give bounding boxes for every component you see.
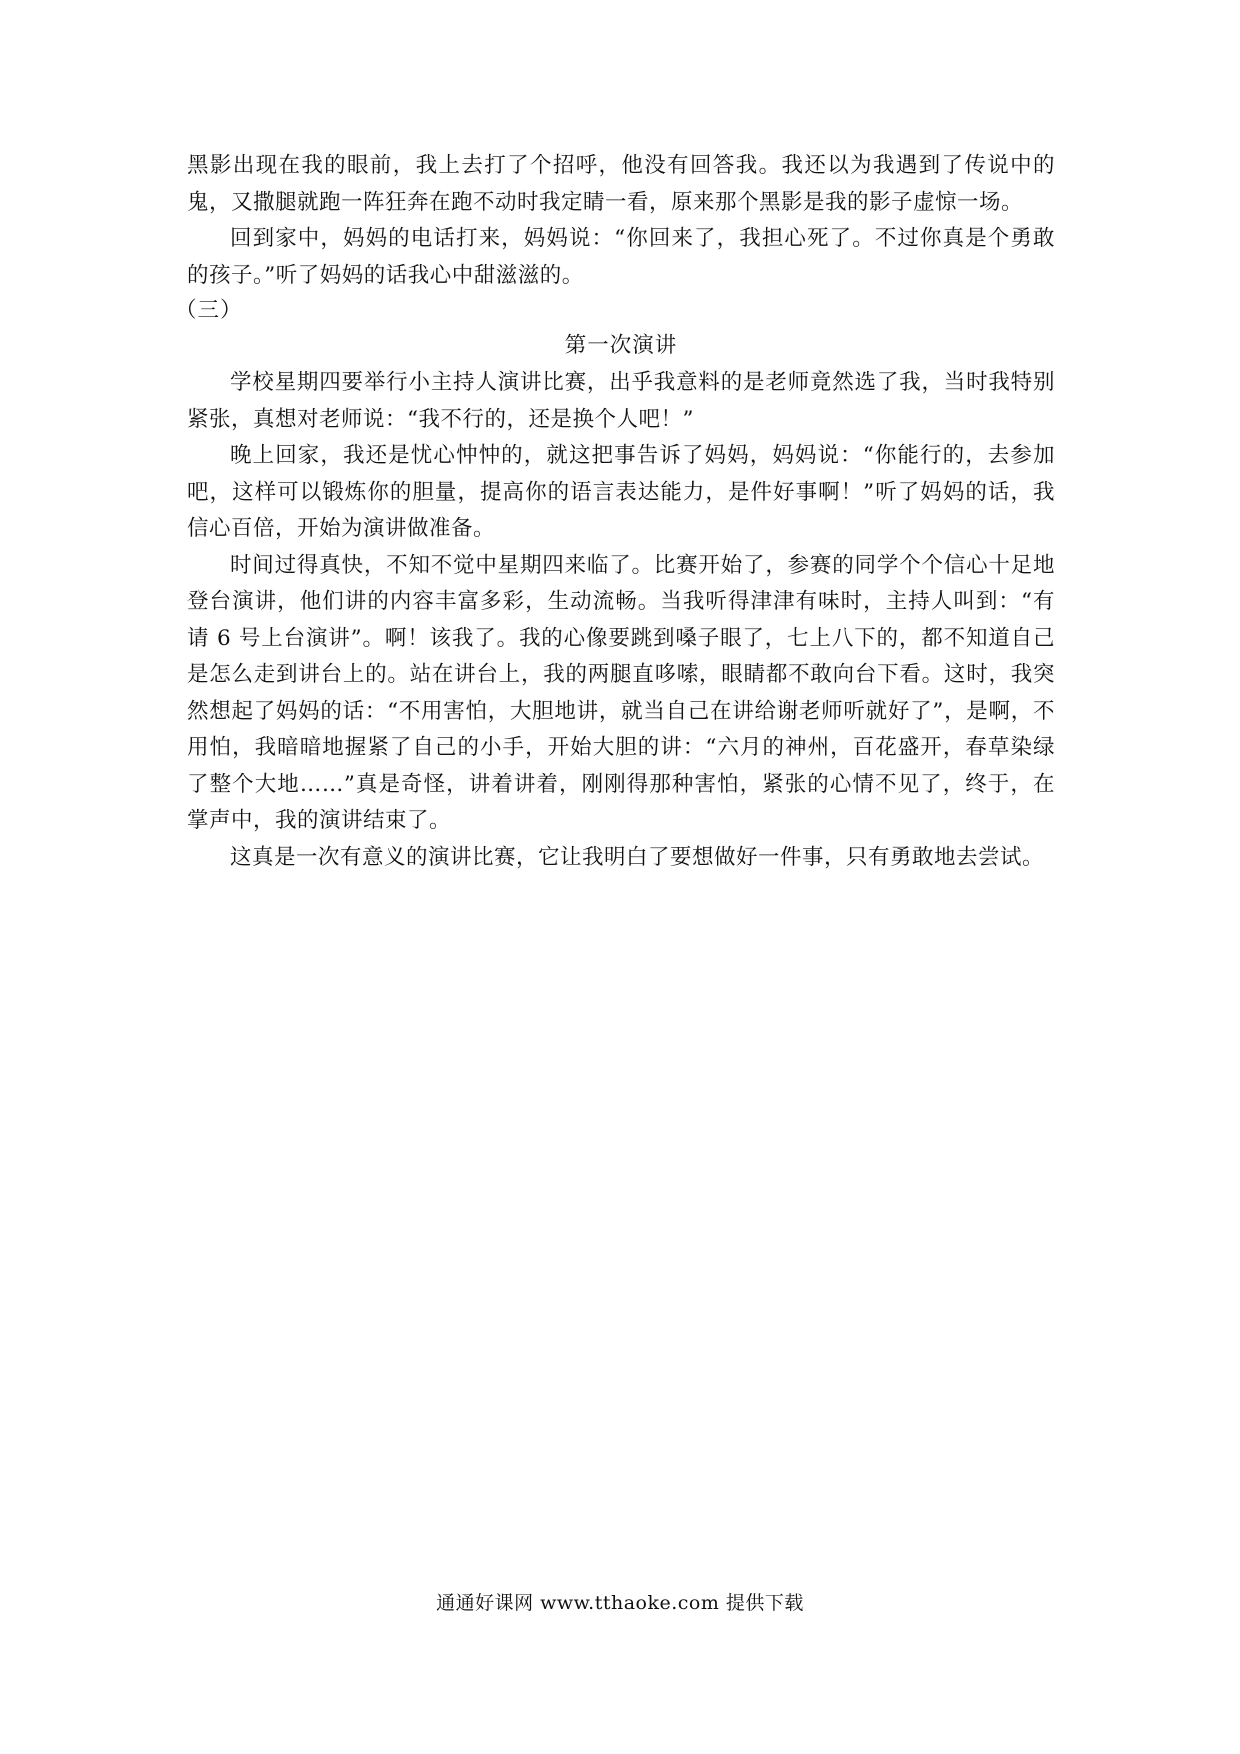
carryover-paragraph-1: 黑影出现在我的眼前，我上去打了个招呼，他没有回答我。我还以为我遇到了传说中的鬼，又撒腿就跑一阵狂奔在跑不动时我定睛一看，原来那个黑影是我的影子虚惊一场。 — [187, 153, 1055, 215]
page-footer: 通通好课网 www.tthaoke.com 提供下载 — [436, 1592, 804, 1614]
essay-paragraph-3: 时间过得真快，不知不觉中星期四来临了。比赛开始了，参赛的同学个个信心十足地登台演讲，他们讲的内容丰富多彩，生动流畅。当我听得津津有味时，主持人叫到：“有请 6 号上台演讲”。啊！该我了。我的心像要跳到嗓子眼了，七上八下的，都不知道自己是怎么走到讲台上的。站在讲台上，我的两腿直哆嗦，眼睛都不敢向台下看。这时，我突然想起了妈妈的话：“不用害怕，大胆地讲，就当自己在讲给谢老师听就好了”，是啊，不用怕，我暗暗地握紧了自己的小手，开始大胆的讲：“六月的神州，百花盛开，春草染绿了整个大地……”真是奇怪，讲着讲着，刚刚得那种害怕，紧张的心情不见了，终于，在掌声中，我的演讲结束了。 — [187, 552, 1055, 833]
essay-title: 第一次演讲 — [564, 333, 678, 358]
document-body — [175, 148, 1055, 876]
section-label: （三） — [175, 298, 243, 323]
essay-paragraph-1: 学校星期四要举行小主持人演讲比赛，出乎我意料的是老师竟然选了我，当时我特别紧张，真想对老师说：“我不行的，还是换个人吧！” — [187, 370, 1055, 432]
essay-paragraph-2: 晚上回家，我还是忧心忡忡的，就这把事告诉了妈妈，妈妈说：“你能行的，去参加吧，这样可以锻炼你的胆量，提高你的语言表达能力，是件好事啊！”听了妈妈的话，我信心百倍，开始为演讲做准备。 — [187, 443, 1055, 541]
essay-paragraph-4: 这真是一次有意义的演讲比赛，它让我明白了要想做好一件事，只有勇敢地去尝试。 — [230, 844, 1045, 870]
carryover-paragraph-2: 回到家中，妈妈的电话打来，妈妈说：“你回来了，我担心死了。不过你真是个勇敢的孩子。”听了妈妈的话我心中甜滋滋的。 — [187, 226, 1055, 288]
